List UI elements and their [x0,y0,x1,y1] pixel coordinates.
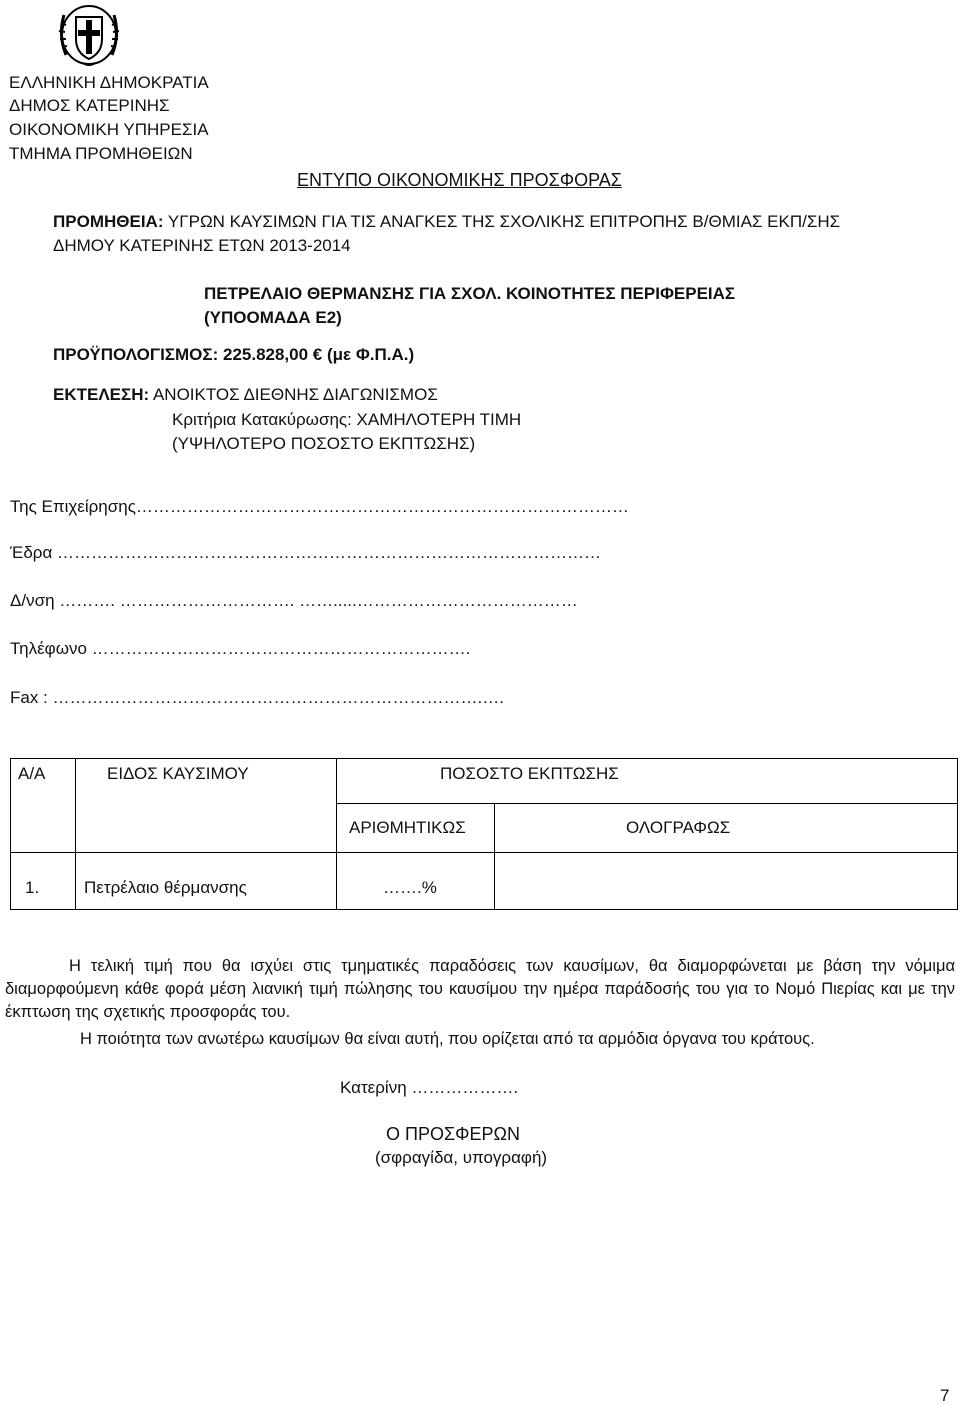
budget-line [53,345,414,365]
header-numeric: ΑΡΙΘΜΗΤΙΚΩΣ [349,818,466,837]
header-line-4: ΤΜΗΜΑ ΠΡΟΜΗΘΕΙΩΝ [9,144,193,163]
execution-label: ΕΚΤΕΛΕΣΗ: [53,385,150,404]
subject-line-1: ΠΕΤΡΕΛΑΙΟ ΘΕΡΜΑΝΣΗΣ ΓΙΑ ΣΧΟΛ. ΚΟΙΝΟΤΗΤΕΣ ΠΕΡΙΦΕΡΕΙΑΣ [204,284,736,303]
header-line-3: ΟΙΚΟΝΟΜΙΚΗ ΥΠΗΡΕΣΙΑ [9,120,209,139]
procurement-text-1: ΥΓΡΩΝ ΚΑΥΣΙΜΩΝ ΓΙΑ ΤΙΣ ΑΝΑΓΚΕΣ ΤΗΣ ΣΧΟΛΙΚΗΣ ΕΠΙΤΡΟΠΗΣ Β/ΘΜΙΑΣ ΕΚΠ/ΣΗΣ [167,212,841,231]
place-date: Κατερίνη ………………. [340,1078,519,1097]
procurement-label: ΠΡΟΜΗΘΕΙΑ: [53,212,164,231]
budget-note: (με Φ.Π.Α.) [326,345,415,364]
procurement-line-1 [53,212,840,232]
paragraph-quality: Η ποιότητα των ανωτέρω καυσίμων θα είναι αυτή, που ορίζεται από τα αρμόδια όργανα του κράτους. [80,1030,815,1048]
header-fuel-type: ΕΙΔΟΣ ΚΑΥΣΙΜΟΥ [107,764,249,783]
phone-field[interactable]: Τηλέφωνο …………………………………………………………. [10,639,471,658]
header-no: Α/Α [18,764,46,783]
header-line-2: ΔΗΜΟΣ ΚΑΤΕΡΙΝΗΣ [9,96,170,115]
row-fuel-type: Πετρέλαιο θέρμανσης [84,878,247,897]
budget-label: ΠΡΟΫΠΟΛΟΓΙΣΜΟΣ: [53,345,219,364]
company-field[interactable]: Της Επιχείρησης…………………………………………………………………………… [10,497,629,516]
subject-line-2: (ΥΠΟΟΜΑΔΑ Ε2) [204,308,342,327]
page-number: 7 [940,1386,950,1405]
discount-table [10,758,958,910]
address-field[interactable]: Δ/νση ………. …………………………. …….....………………………………… [10,591,578,610]
award-criteria-2: (ΥΨΗΛΟΤΕΡΟ ΠΟΣΟΣΤΟ ΕΚΠΤΩΣΗΣ) [172,434,476,453]
header-in-words: ΟΛΟΓΡΑΦΩΣ [626,818,731,837]
procurement-text-2: ΔΗΜΟΥ ΚΑΤΕΡΙΝΗΣ ΕΤΩΝ 2013-2014 [53,236,351,255]
budget-amount: 225.828,00 € [222,345,323,364]
award-criteria: Κριτήρια Κατακύρωσης: ΧΑΜΗΛΟΤΕΡΗ ΤΙΜΗ [172,410,522,429]
row-no: 1. [25,878,40,897]
execution-text: ΑΝΟΙΚΤΟΣ ΔΙΕΘΝΗΣ ΔΙΑΓΩΝΙΣΜΟΣ [152,385,438,404]
header-line-1: ΕΛΛΗΝΙΚΗ ΔΗΜΟΚΡΑΤΙΑ [9,73,209,92]
page-title: ΕΝΤΥΠΟ ΟΙΚΟΝΟΜΙΚΗΣ ΠΡΟΣΦΟΡΑΣ [297,170,622,190]
fax-field[interactable]: Fax : ………………………………………………………………….…. [10,688,504,707]
bidder-label: Ο ΠΡΟΣΦΕΡΩΝ [386,1124,520,1144]
execution-line [53,385,438,405]
stamp-signature-label: (σφραγίδα, υπογραφή) [375,1148,548,1167]
greek-coat-of-arms-icon [50,3,128,67]
paragraph-pricing: Η τελική τιμή που θα ισχύει στις τμηματικές παραδόσεις των καυσίμων, θα διαμορφώνεται με βάση την νόμιμα διαμορφούμενη κάθε φορά μέση λιανική τιμή πώλησης του καυσίμου την ημέρα παράδοσής του για το Νομό Πιερίας και με την έκπτωση της σχετικής προσφοράς του. [5,957,955,1021]
row-discount-input[interactable]: …….% [383,878,437,897]
seat-field[interactable]: Έδρα …………………………………………………………………………………… [10,543,602,562]
header-discount: ΠΟΣΟΣΤΟ ΕΚΠΤΩΣΗΣ [440,764,619,783]
